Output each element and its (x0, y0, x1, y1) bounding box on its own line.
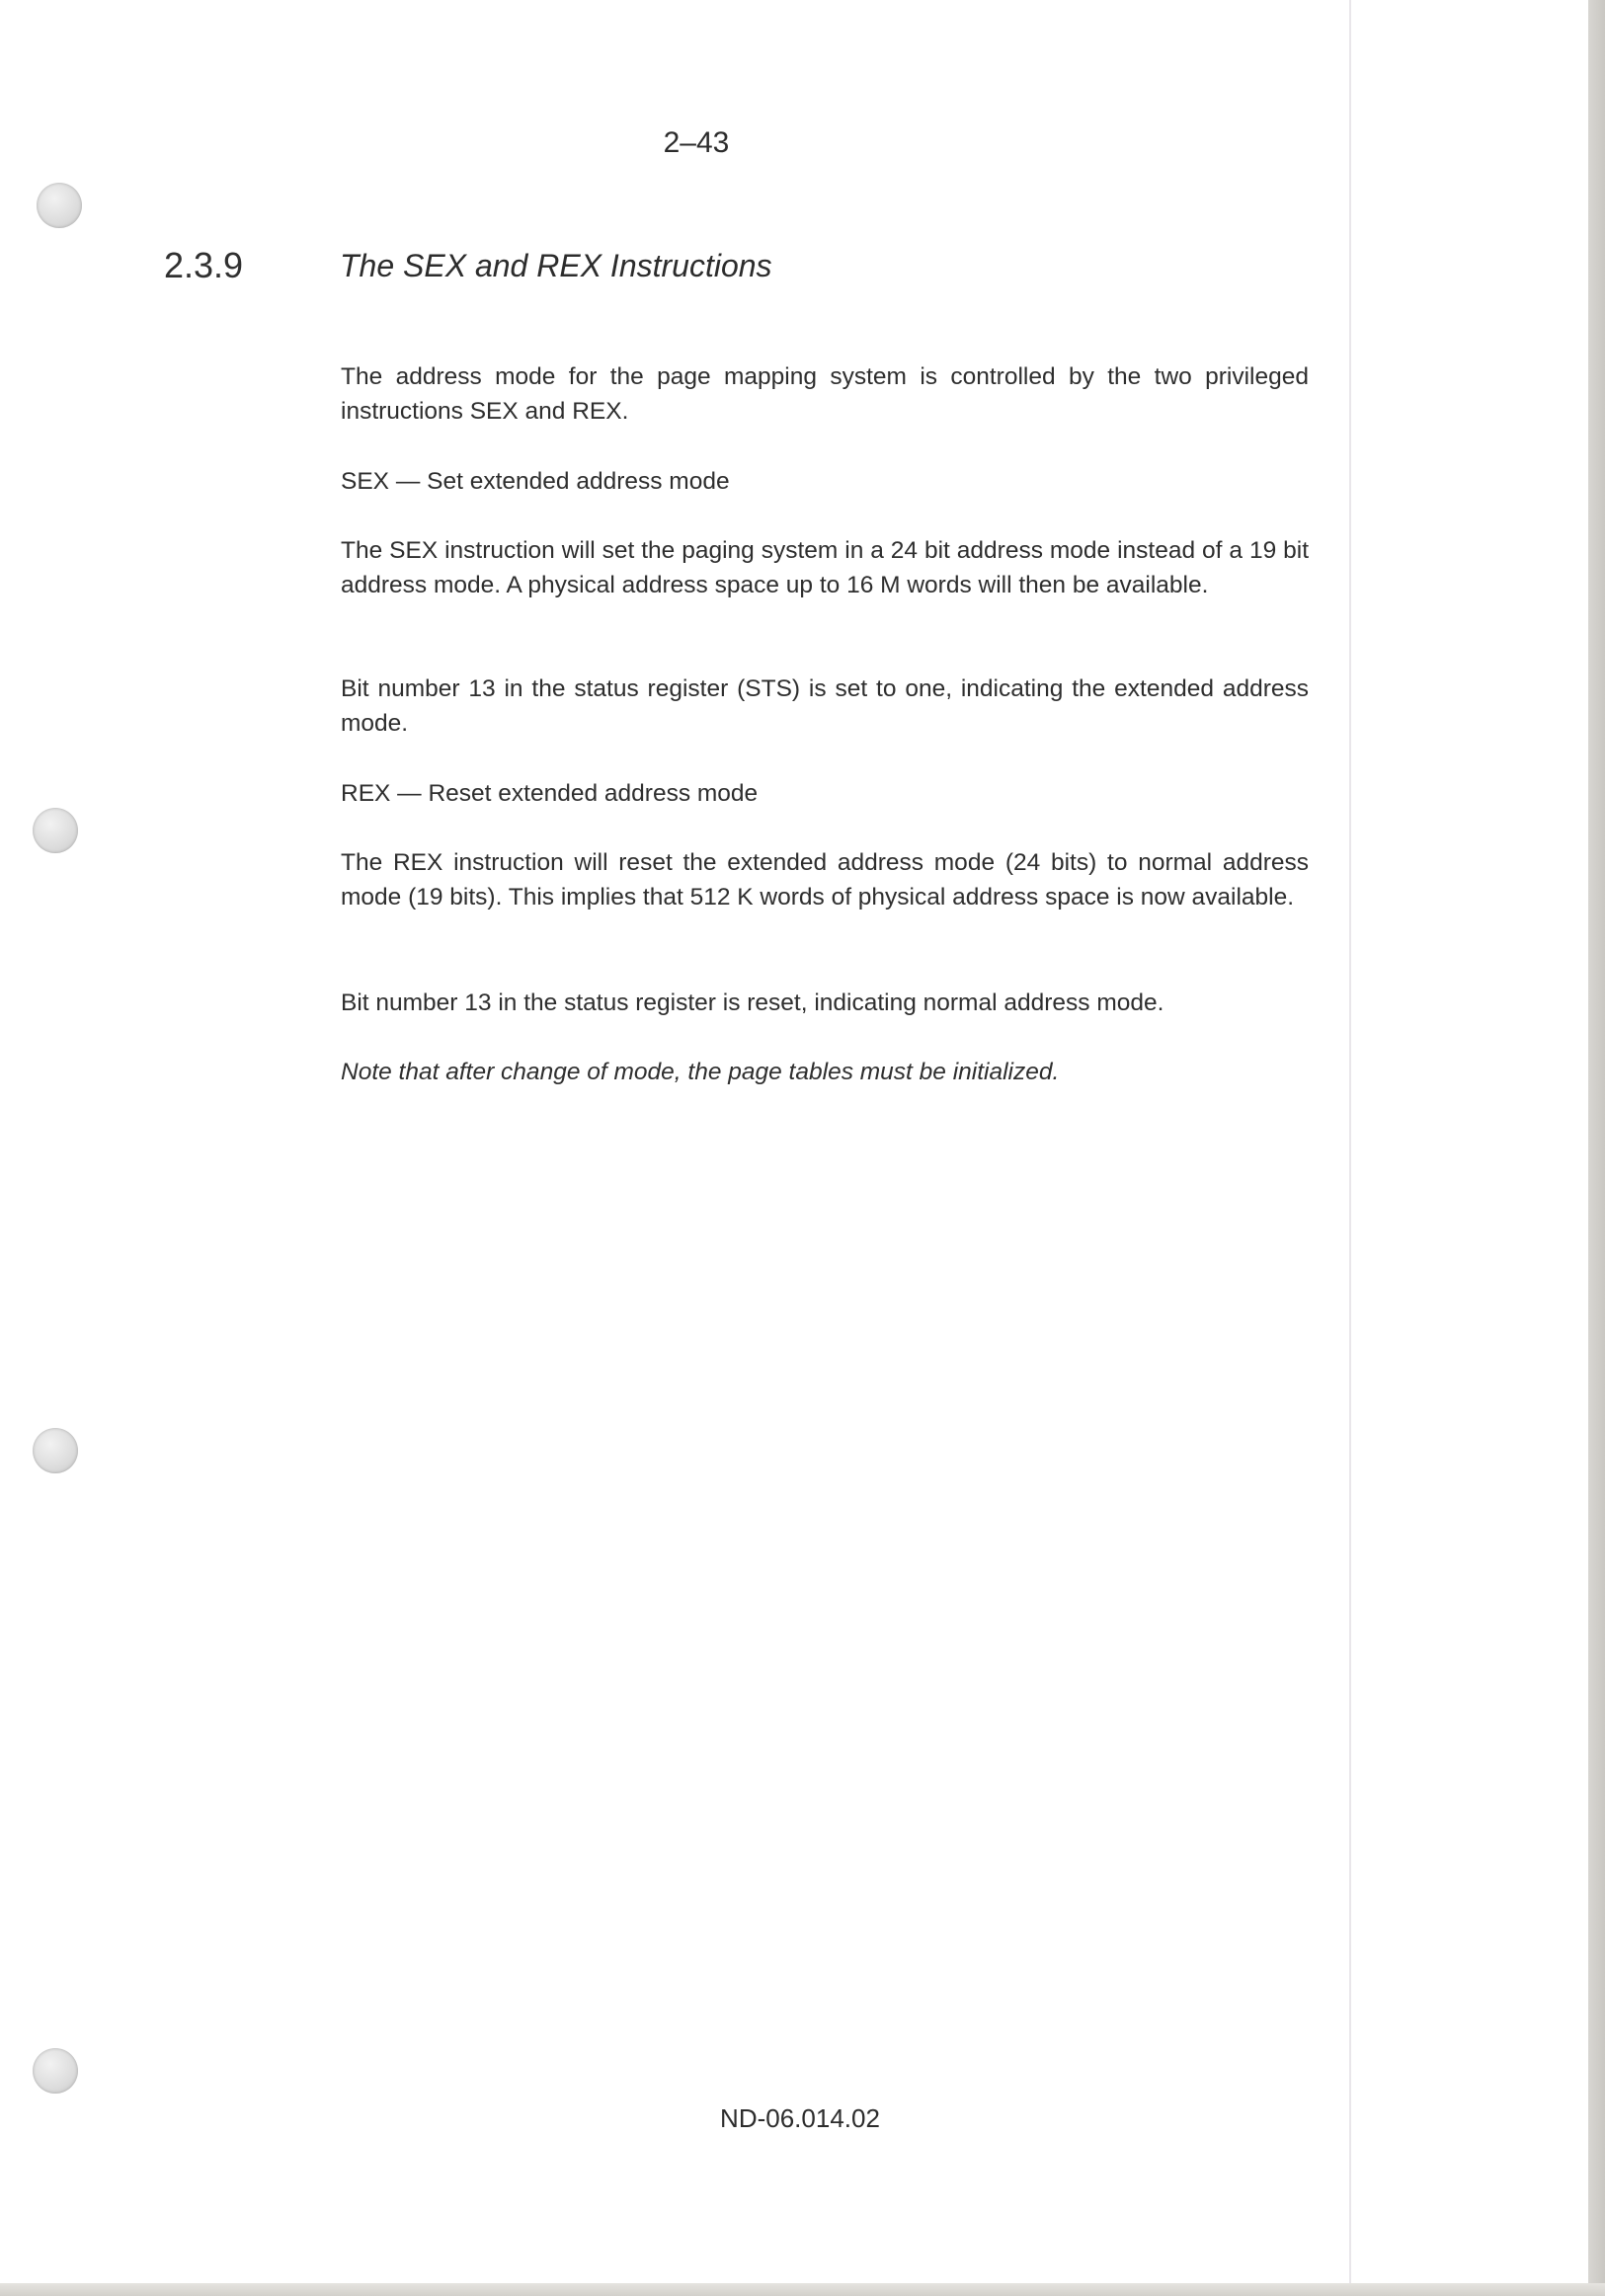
document-id: ND-06.014.02 (720, 2103, 880, 2133)
punch-hole-4 (33, 2048, 78, 2094)
intro-paragraph: The address mode for the page mapping system is controlled by the two privileged instructions SEX and REX. (341, 363, 1309, 425)
punch-hole-1 (37, 183, 82, 228)
rex-description: The REX instruction will reset the extended address mode (24 bits) to normal address mode (19 bits). This implies that 512 K words of physical address space is now available. (341, 849, 1309, 910)
punch-hole-2 (33, 808, 78, 853)
rex-heading: REX — Reset extended address mode (341, 780, 759, 807)
section-title: The SEX and REX Instructions (340, 248, 772, 283)
scan-bottom-edge (0, 2283, 1605, 2296)
page-number: 2–43 (663, 126, 730, 159)
rex-status-bit: Bit number 13 in the status register is reset, indicating normal address mode. (341, 990, 1164, 1016)
section-number: 2.3.9 (164, 245, 244, 285)
note-paragraph: Note that after change of mode, the page tables must be initialized. (341, 1059, 1060, 1085)
scan-right-edge (1588, 0, 1605, 2296)
scan-margin-line (1349, 0, 1351, 2296)
sex-status-bit: Bit number 13 in the status register (STS) is set to one, indicating the extended address mode. (341, 675, 1309, 737)
sex-description: The SEX instruction will set the paging system in a 24 bit address mode instead of a 19 bit address mode. A physical address space up to 16 M words will then be available. (341, 537, 1309, 598)
sex-heading: SEX — Set extended address mode (341, 468, 730, 495)
punch-hole-3 (33, 1428, 78, 1473)
